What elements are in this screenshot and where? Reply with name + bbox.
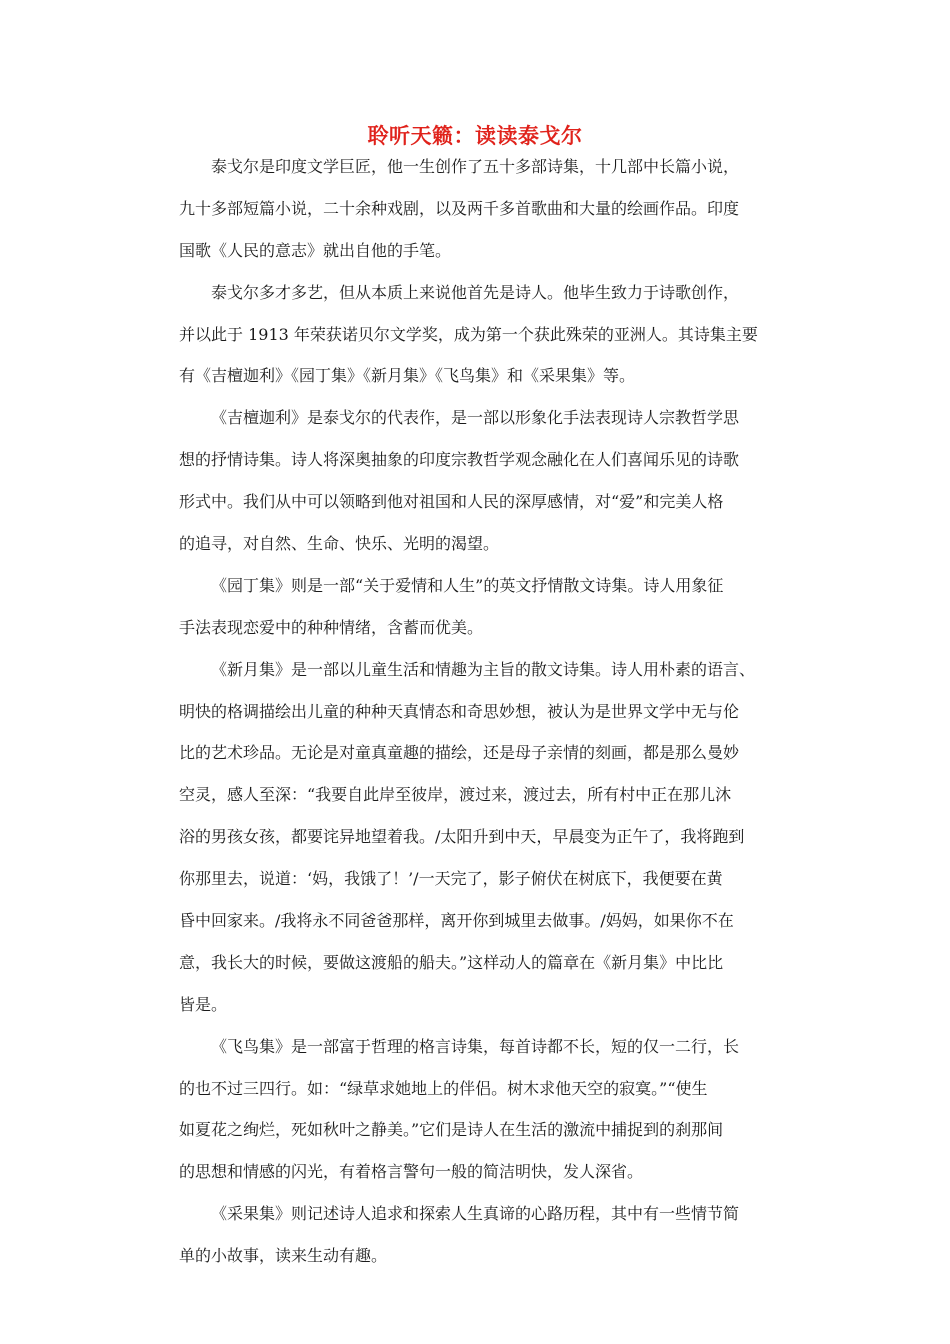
paragraph-line: 并以此于 1913 年荣获诺贝尔文学奖，成为第一个获此殊荣的亚洲人。其诗集主要 (179, 324, 758, 344)
paragraph (179, 1193, 779, 1277)
paragraph-line: 泰戈尔多才多艺，但从本质上来说他首先是诗人。他毕生致力于诗歌创作， (211, 282, 740, 302)
paragraph-line: 空灵，感人至深：“我要自此岸至彼岸，渡过来，渡过去，所有村中正在那儿沐 (179, 785, 732, 805)
paragraph-line: 意，我长大的时候，要做这渡船的船夫。”这样动人的篇章在《新月集》中比比 (179, 952, 724, 972)
paragraph-line: 单的小故事，读来生动有趣。 (179, 1246, 388, 1266)
paragraph-line: 《吉檀迦利》是泰戈尔的代表作，是一部以形象化手法表现诗人宗教哲学思 (211, 408, 740, 428)
paragraph (179, 397, 779, 565)
paragraph (179, 272, 779, 398)
paragraph-line: 的思想和情感的闪光，有着格言警句一般的简洁明快，发人深省。 (179, 1162, 644, 1182)
paragraph (179, 565, 779, 649)
paragraph-line: 《飞鸟集》是一部富于哲理的格言诗集，每首诗都不长，短的仅一二行，长 (211, 1036, 740, 1056)
paragraph-line: 手法表现恋爱中的种种情绪，含蓄而优美。 (179, 617, 484, 637)
paragraph-line: 的追寻，对自然、生命、快乐、光明的渴望。 (179, 534, 500, 554)
paragraph (179, 146, 779, 272)
document-title: 聆听天籁：读读泰戈尔 (367, 123, 583, 148)
paragraph-line: 如夏花之绚烂，死如秋叶之静美。”它们是诗人在生活的激流中捕捉到的刹那间 (179, 1120, 724, 1140)
paragraph-line: 昏中回家来。/我将永不同爸爸那样，离开你到城里去做事。/妈妈，如果你不在 (179, 911, 734, 931)
paragraph-line: 皆是。 (179, 994, 228, 1014)
paragraph-line: 形式中。我们从中可以领略到他对祖国和人民的深厚感情，对“爱”和完美人格 (179, 492, 724, 512)
paragraph-line: 浴的男孩女孩，都要诧异地望着我。/太阳升到中天，早晨变为正午了，我将跑到 (179, 827, 745, 847)
paragraph-line: 的也不过三四行。如：“绿草求她地上的伴侣。树木求他天空的寂寞。”“使生 (179, 1078, 708, 1098)
paragraph-line: 你那里去，说道：‘妈，我饿了！’/一天完了，影子俯伏在树底下，我便要在黄 (179, 869, 723, 889)
paragraph (179, 649, 779, 1026)
paragraph (179, 1026, 779, 1194)
paragraph-line: 《新月集》是一部以儿童生活和情趣为主旨的散文诗集。诗人用朴素的语言、 (211, 659, 756, 679)
paragraph-line: 《园丁集》则是一部“关于爱情和人生”的英文抒情散文诗集。诗人用象征 (211, 575, 724, 595)
document-body (179, 146, 779, 1277)
paragraph-line: 明快的格调描绘出儿童的种种天真情态和奇思妙想，被认为是世界文学中无与伦 (179, 701, 740, 721)
paragraph-line: 比的艺术珍品。无论是对童真童趣的描绘，还是母子亲情的刻画，都是那么曼妙 (179, 743, 740, 763)
paragraph-line: 九十多部短篇小说，二十余种戏剧，以及两千多首歌曲和大量的绘画作品。印度 (179, 198, 740, 218)
paragraph-line: 有《吉檀迦利》《园丁集》《新月集》《飞鸟集》和《采果集》等。 (179, 366, 636, 386)
paragraph-line: 泰戈尔是印度文学巨匠，他一生创作了五十多部诗集，十几部中长篇小说， (211, 157, 740, 176)
paragraph-line: 想的抒情诗集。诗人将深奥抽象的印度宗教哲学观念融化在人们喜闻乐见的诗歌 (179, 450, 740, 470)
paragraph-line: 国歌《人民的意志》就出自他的手笔。 (179, 240, 452, 260)
paragraph-line: 《采果集》则记述诗人追求和探索人生真谛的心路历程，其中有一些情节简 (211, 1204, 740, 1224)
